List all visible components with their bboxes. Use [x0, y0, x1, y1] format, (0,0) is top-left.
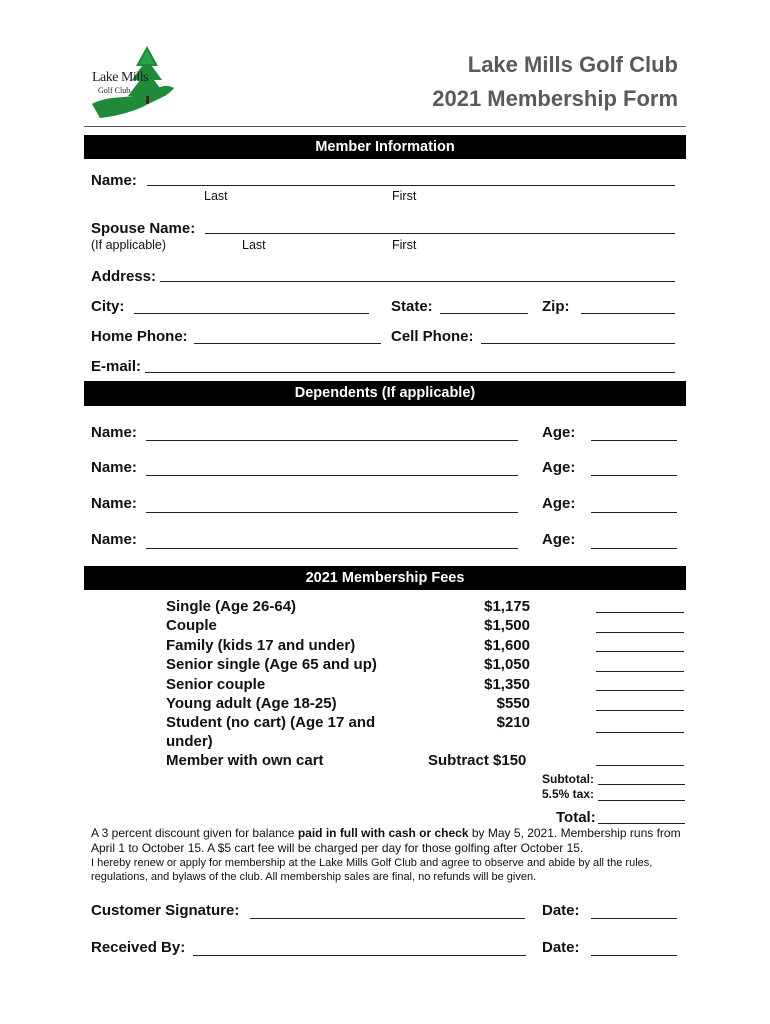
address-label: Address:: [91, 268, 157, 285]
dependent-age-label: Age:: [542, 424, 576, 441]
received-by-label: Received By:: [91, 939, 186, 956]
fee-entry-field[interactable]: [596, 690, 684, 691]
discount-note-a: A 3 percent discount given for balance: [91, 826, 298, 840]
fees-header: 2021 Membership Fees: [84, 566, 686, 590]
fee-entry-field[interactable]: [596, 710, 684, 711]
dependent-name-label: Name:: [91, 495, 137, 512]
fee-entry-field[interactable]: [596, 612, 684, 613]
dependent-age-field[interactable]: [591, 548, 677, 549]
fee-price: $550: [496, 695, 530, 712]
fee-label-continued: under): [166, 733, 213, 750]
state-label: State:: [391, 298, 433, 315]
fee-price: $1,050: [484, 656, 530, 673]
date-field[interactable]: [591, 918, 677, 919]
dependent-name-label: Name:: [91, 531, 137, 548]
dependent-name-field[interactable]: [146, 548, 518, 549]
club-logo: [90, 44, 182, 122]
total-label: Total:: [556, 809, 596, 826]
fee-price: $1,175: [484, 598, 530, 615]
fee-label: Young adult (Age 18-25): [166, 695, 337, 712]
zip-label: Zip:: [542, 298, 570, 315]
cart-fee-field[interactable]: [596, 765, 684, 766]
cart-fee-price: Subtract $150: [428, 752, 527, 769]
cart-fee-label: Member with own cart: [166, 752, 324, 769]
tax-label: 5.5% tax:: [542, 787, 595, 801]
subtotal-field[interactable]: [598, 784, 685, 785]
date-field[interactable]: [591, 955, 677, 956]
city-label: City:: [91, 298, 125, 315]
fee-price: $1,350: [484, 676, 530, 693]
state-field[interactable]: [440, 313, 528, 314]
fee-price: $1,500: [484, 617, 530, 634]
fee-label: Family (kids 17 and under): [166, 637, 356, 654]
dependent-age-label: Age:: [542, 495, 576, 512]
zip-field[interactable]: [581, 313, 675, 314]
fee-label: Student (no cart) (Age 17 and: [166, 714, 376, 731]
dependent-age-field[interactable]: [591, 512, 677, 513]
spouse-name-field[interactable]: [205, 233, 675, 234]
fee-label: Single (Age 26-64): [166, 598, 297, 615]
dependent-name-label: Name:: [91, 459, 137, 476]
customer-signature-field[interactable]: [250, 918, 525, 919]
fee-entry-field[interactable]: [596, 632, 684, 633]
received-by-field[interactable]: [193, 955, 526, 956]
dependent-age-label: Age:: [542, 531, 576, 548]
member-info-header: Member Information: [84, 135, 686, 159]
spouse-first-caption: First: [392, 238, 417, 252]
dependent-name-field[interactable]: [146, 440, 518, 441]
dependent-age-field[interactable]: [591, 475, 677, 476]
if-applicable-caption: (If applicable): [91, 238, 167, 252]
fee-price: $1,600: [484, 637, 530, 654]
dependent-name-label: Name:: [91, 424, 137, 441]
discount-note-c: by May 5, 2021. Membership runs from April 1 to October 15. A $5 cart fee will be charged per day for those golfing after October 15.: [91, 826, 681, 855]
logo-text-sub: Golf Club: [98, 86, 131, 95]
agreement-note: I hereby renew or apply for membership at the Lake Mills Golf Club and agree to observe and abide by all the rules, regulations, and bylaws of the club. All membership sales are final, no refunds will be given.: [91, 857, 653, 883]
dependent-name-field[interactable]: [146, 475, 518, 476]
email-label: E-mail:: [91, 358, 142, 375]
header-divider: [84, 126, 686, 127]
home-phone-label: Home Phone:: [91, 328, 188, 345]
dependent-age-field[interactable]: [591, 440, 677, 441]
fee-entry-field[interactable]: [596, 671, 684, 672]
cell-phone-field[interactable]: [481, 343, 675, 344]
last-caption: Last: [204, 189, 228, 203]
subtotal-label: Subtotal:: [542, 772, 594, 786]
address-field[interactable]: [160, 281, 675, 282]
name-field[interactable]: [147, 185, 675, 186]
email-field[interactable]: [145, 372, 675, 373]
spouse-last-caption: Last: [242, 238, 266, 252]
date-label: Date:: [542, 902, 580, 919]
customer-signature-label: Customer Signature:: [91, 902, 240, 919]
fee-price: $210: [496, 714, 530, 731]
fee-label: Senior single (Age 65 and up): [166, 656, 377, 673]
date-label: Date:: [542, 939, 580, 956]
discount-note-bold: paid in full with cash or check: [297, 826, 469, 840]
cell-phone-label: Cell Phone:: [391, 328, 474, 345]
logo-text-main: Lake Mills: [92, 70, 149, 85]
dependents-header: Dependents (If applicable): [84, 381, 686, 406]
city-field[interactable]: [134, 313, 369, 314]
fee-label: Couple: [166, 617, 217, 634]
tax-field[interactable]: [598, 800, 685, 801]
fee-entry-field[interactable]: [596, 732, 684, 733]
first-caption: First: [392, 189, 417, 203]
dependent-age-label: Age:: [542, 459, 576, 476]
fee-entry-field[interactable]: [596, 651, 684, 652]
fee-label: Senior couple: [166, 676, 266, 693]
dependent-name-field[interactable]: [146, 512, 518, 513]
discount-note: [91, 826, 681, 856]
name-label: Name:: [91, 172, 137, 189]
spouse-name-label: Spouse Name:: [91, 220, 196, 237]
total-field[interactable]: [598, 823, 685, 824]
home-phone-field[interactable]: [194, 343, 381, 344]
club-title: Lake Mills Golf Club: [467, 52, 678, 77]
form-title: 2021 Membership Form: [432, 86, 678, 111]
